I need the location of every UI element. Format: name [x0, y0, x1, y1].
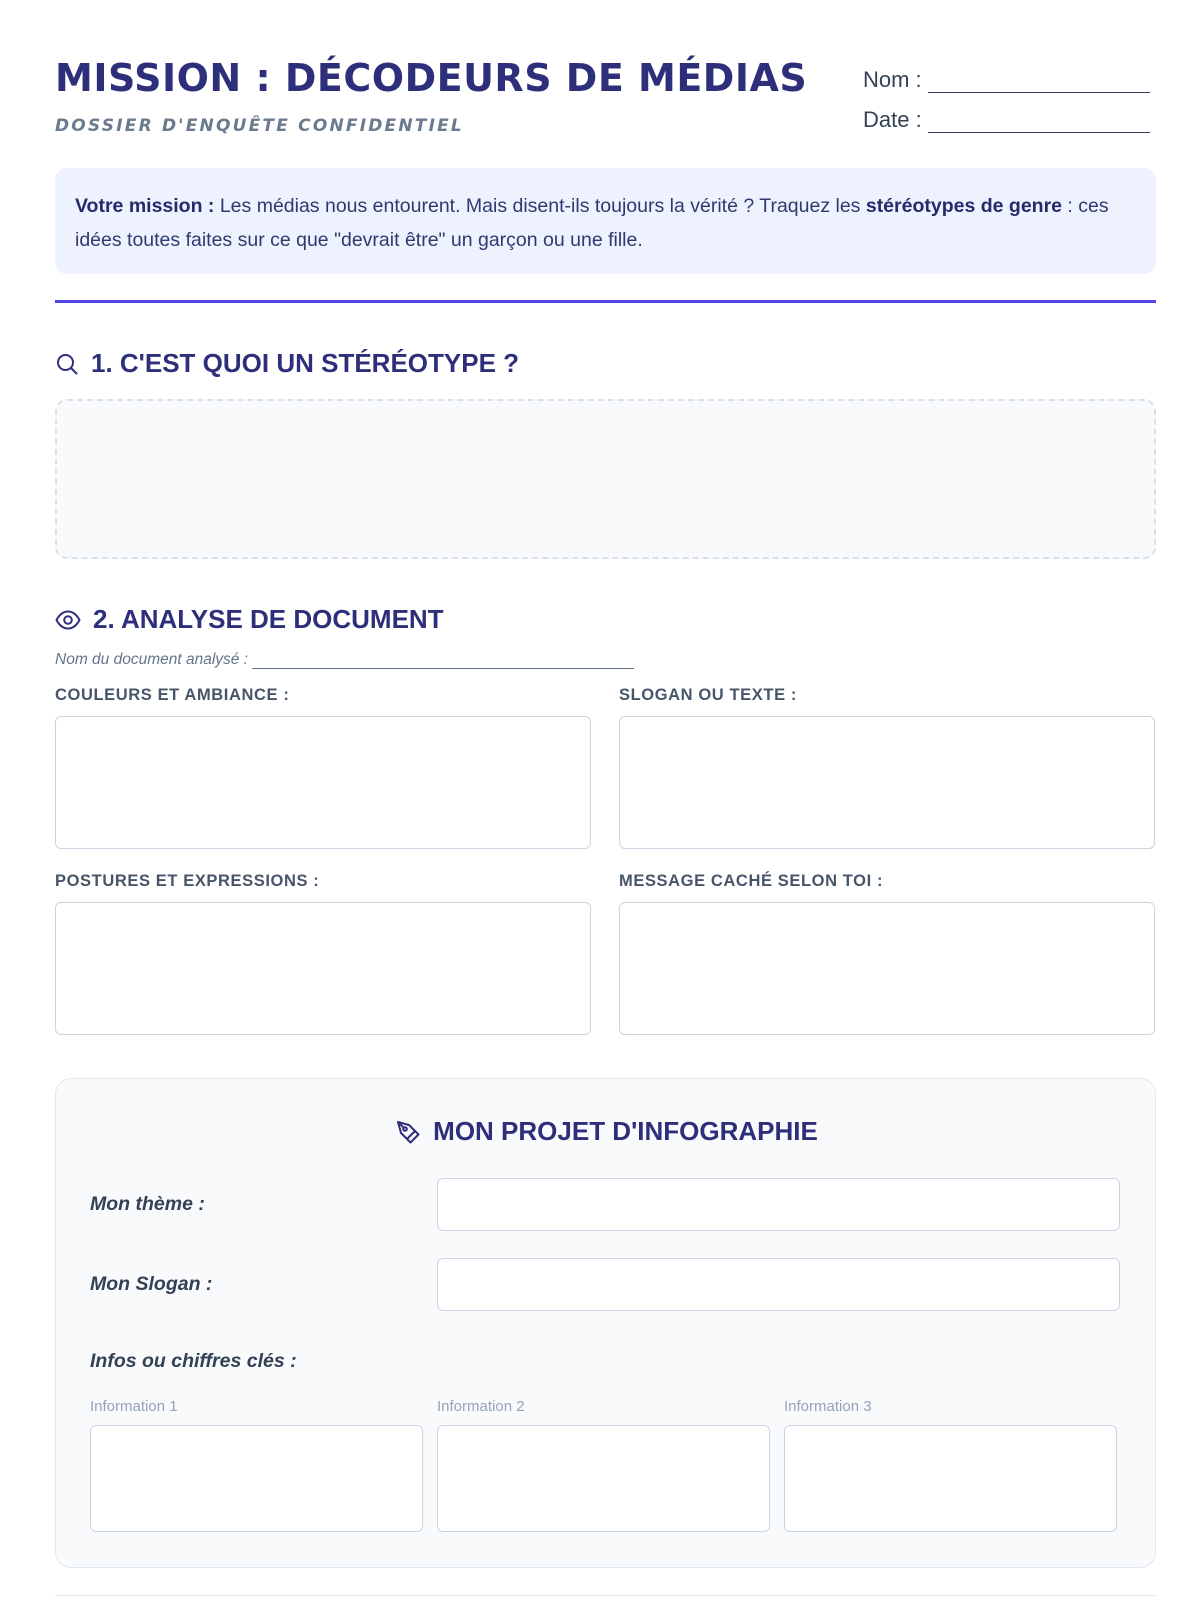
date-label: Date : — [863, 107, 922, 132]
name-label: Nom : — [863, 67, 922, 92]
slogan-label: Mon Slogan : — [90, 1273, 213, 1295]
info-3-field[interactable] — [784, 1425, 1117, 1532]
date-row — [863, 107, 1150, 133]
stereotype-definition-box[interactable] — [55, 399, 1156, 559]
footer-divider — [55, 1595, 1156, 1596]
slogan-input[interactable] — [437, 1258, 1120, 1311]
name-row — [863, 67, 1150, 93]
project-title: MON PROJET D'INFOGRAPHIE — [433, 1116, 818, 1146]
mission-lead: Votre mission : — [75, 195, 215, 217]
document-name-field[interactable] — [252, 656, 634, 669]
theme-input[interactable] — [437, 1178, 1120, 1231]
info-1-field[interactable] — [90, 1425, 423, 1532]
postures-label: POSTURES ET EXPRESSIONS : — [55, 872, 320, 890]
name-field[interactable] — [928, 74, 1150, 93]
date-field[interactable] — [928, 114, 1150, 133]
colors-field[interactable] — [55, 716, 591, 849]
hidden-message-field[interactable] — [619, 902, 1155, 1035]
document-name-label: Nom du document analysé : — [55, 651, 248, 668]
search-icon — [55, 352, 79, 376]
project-heading — [56, 1116, 1157, 1147]
info-2-field[interactable] — [437, 1425, 770, 1532]
section-2-heading — [55, 604, 444, 635]
section-1-heading — [55, 348, 519, 379]
section-2-title: 2. ANALYSE DE DOCUMENT — [93, 604, 444, 634]
slogan-text-label: SLOGAN OU TEXTE : — [619, 686, 797, 704]
key-infos-label: Infos ou chiffres clés : — [90, 1350, 297, 1372]
document-name-row — [55, 651, 634, 669]
mission-text-1: Les médias nous entourent. Mais disent-ils toujours la vérité ? Traquez les — [214, 195, 866, 217]
header — [55, 52, 1156, 142]
page-title: MISSION : DÉCODEURS DE MÉDIAS — [55, 56, 808, 100]
info-2-label: Information 2 — [437, 1398, 525, 1415]
infographic-project-card — [55, 1078, 1156, 1568]
mission-text-2: : ces idées toutes faites sur ce que "devrait être" un garçon ou une fille. — [75, 195, 1109, 251]
mission-highlight: stéréotypes de genre — [865, 195, 1063, 217]
colors-label: COULEURS ET AMBIANCE : — [55, 686, 290, 704]
postures-field[interactable] — [55, 902, 591, 1035]
theme-label: Mon thème : — [90, 1193, 205, 1215]
info-1-label: Information 1 — [90, 1398, 178, 1415]
section-1-title: 1. C'EST QUOI UN STÉRÉOTYPE ? — [91, 348, 520, 378]
mission-box — [55, 168, 1156, 274]
slogan-text-field[interactable] — [619, 716, 1155, 849]
section-divider — [55, 300, 1156, 303]
pen-tool-icon — [395, 1119, 421, 1145]
page-subtitle: DOSSIER D'ENQUÊTE CONFIDENTIEL — [55, 116, 464, 136]
info-3-label: Information 3 — [784, 1398, 872, 1415]
hidden-message-label: MESSAGE CACHÉ SELON TOI : — [619, 872, 884, 890]
eye-icon — [55, 608, 81, 632]
